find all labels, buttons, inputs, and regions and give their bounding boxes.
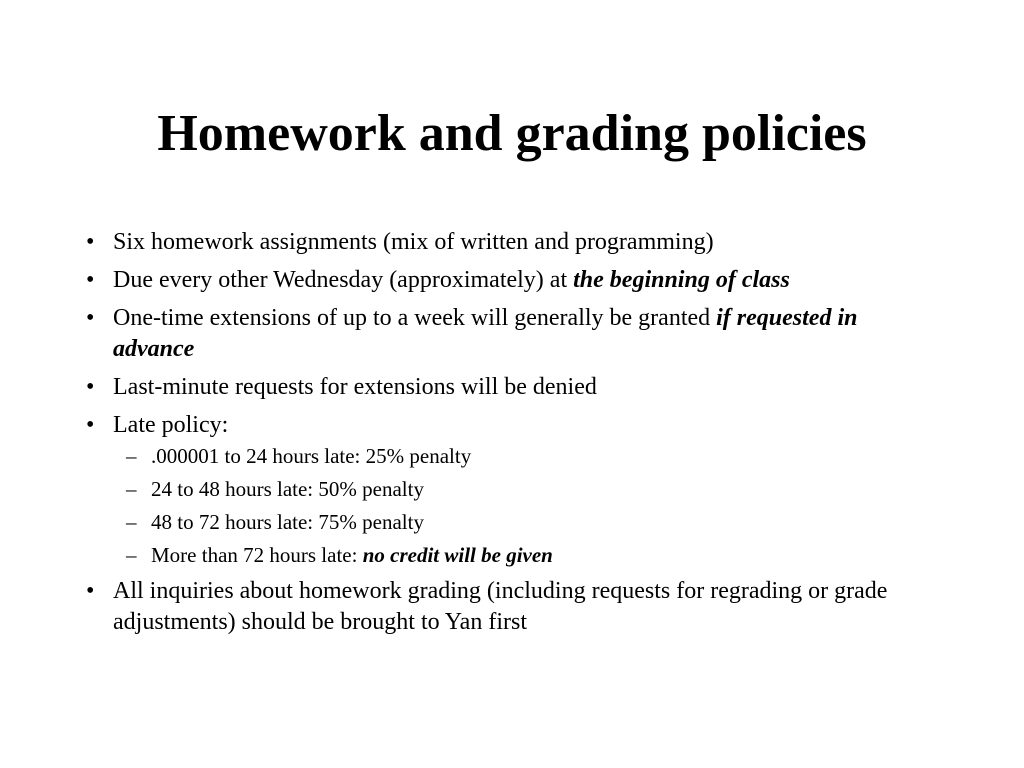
bullet-emphasis: if requested in advance xyxy=(113,305,858,362)
bullet-text: All inquiries about homework grading (including requests for regrading or grade adjustments) should be brought to Yan first xyxy=(113,578,888,635)
bullet-emphasis: the beginning of class xyxy=(573,267,790,293)
bullet-item xyxy=(84,372,944,403)
dash-icon: – xyxy=(126,510,137,534)
sub-bullet-text: 24 to 48 hours late: 50% penalty xyxy=(151,477,424,501)
bullet-icon: • xyxy=(86,374,95,400)
bullet-text: Late policy: xyxy=(113,412,229,438)
bullet-text: Due every other Wednesday (approximately) at xyxy=(113,267,574,293)
sub-bullet-item xyxy=(113,443,944,470)
bullet-item xyxy=(84,410,944,569)
sub-bullet-item xyxy=(113,542,944,569)
bullet-icon: • xyxy=(86,229,95,255)
dash-icon: – xyxy=(126,477,137,501)
sub-bullet-item xyxy=(113,476,944,503)
sub-bullet-text: .000001 to 24 hours late: 25% penalty xyxy=(151,444,472,468)
bullet-item xyxy=(84,576,944,638)
bullet-text: Six homework assignments (mix of written and programming) xyxy=(113,229,714,255)
sub-bullet-emphasis: no credit will be given xyxy=(362,543,553,567)
bullet-list xyxy=(84,227,944,645)
bullet-text: One-time extensions of up to a week will generally be granted xyxy=(113,305,717,331)
slide-title: Homework and grading policies xyxy=(157,105,867,162)
bullet-icon: • xyxy=(86,267,95,293)
bullet-item xyxy=(84,265,944,296)
bullet-icon: • xyxy=(86,412,95,438)
bullet-item xyxy=(84,227,944,258)
sub-bullet-text: 48 to 72 hours late: 75% penalty xyxy=(151,510,424,534)
sub-bullet-list xyxy=(113,443,944,569)
bullet-icon: • xyxy=(86,578,95,604)
bullet-text: Last-minute requests for extensions will be denied xyxy=(113,374,597,400)
sub-bullet-text: More than 72 hours late: xyxy=(151,543,363,567)
dash-icon: – xyxy=(126,444,137,468)
sub-bullet-item xyxy=(113,509,944,536)
bullet-item xyxy=(84,303,944,365)
bullet-icon: • xyxy=(86,305,95,331)
dash-icon: – xyxy=(126,543,137,567)
